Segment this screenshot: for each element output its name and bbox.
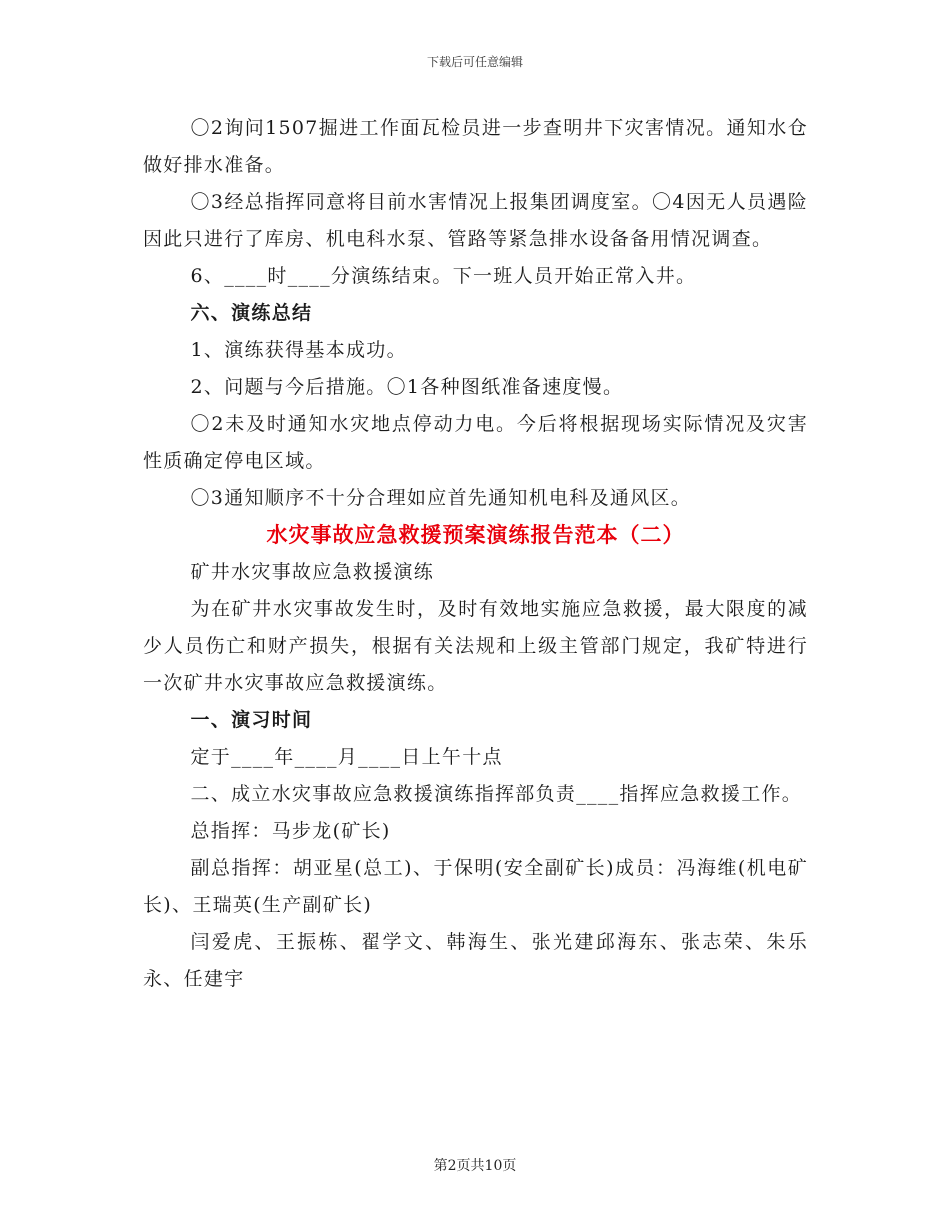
paragraph-members: 闫爱虎、王振栋、翟学文、韩海生、张光建邱海东、张志荣、朱乐永、任建宇 xyxy=(143,931,808,990)
paragraph-summary-2: 2、问题与今后措施。〇1各种图纸准备速度慢。 xyxy=(190,376,624,398)
paragraph-issue-3: 〇3通知顺序不十分合理如应首先通知机电科及通风区。 xyxy=(190,487,692,509)
heading-drill-summary: 六、演练总结 xyxy=(190,302,313,324)
paragraph-commander: 总指挥：马步龙(矿长) xyxy=(190,820,391,842)
paragraph-drill-end: 6、____时____分演练结束。下一班人员开始正常入井。 xyxy=(190,265,697,287)
paragraph-summary-1: 1、演练获得基本成功。 xyxy=(190,339,407,361)
paragraph-purpose: 为在矿井水灾事故发生时，及时有效地实施应急救援，最大限度的减少人员伤亡和财产损失，根据有关法规和上级主管部门规定，我矿特进行一次矿井水灾事故应急救援演练。 xyxy=(143,598,808,694)
page-header: 下载后可任意编辑 xyxy=(426,55,523,69)
document-body xyxy=(143,110,808,998)
paragraph-report-to-group: 〇3经总指挥同意将目前水害情况上报集团调度室。〇4因无人员遇险因此只进行了库房、机电科水泵、管路等紧急排水设备备用情况调查。 xyxy=(143,191,808,250)
page-number: 第2页共10页 xyxy=(433,1158,517,1174)
heading-drill-time: 一、演习时间 xyxy=(190,709,313,731)
section-title: 水灾事故应急救援预案演练报告范本（二） xyxy=(266,523,685,547)
paragraph-drill-date: 定于____年____月____日上午十点 xyxy=(190,746,503,768)
paragraph-deputy-commanders: 副总指挥：胡亚星(总工)、于保明(安全副矿长)成员：冯海维(机电矿长)、王瑞英(生产副矿长) xyxy=(143,857,808,916)
paragraph-command-center: 二、成立水灾事故应急救援演练指挥部负责____指挥应急救援工作。 xyxy=(190,783,803,805)
paragraph-flood-inquiry: 〇2询问1507掘进工作面瓦检员进一步查明井下灾害情况。通知水仓做好排水准备。 xyxy=(143,117,808,176)
paragraph-drill-name: 矿井水灾事故应急救援演练 xyxy=(190,561,435,583)
paragraph-issue-2: 〇2未及时通知水灾地点停动力电。今后将根据现场实际情况及灾害性质确定停电区域。 xyxy=(143,413,808,472)
